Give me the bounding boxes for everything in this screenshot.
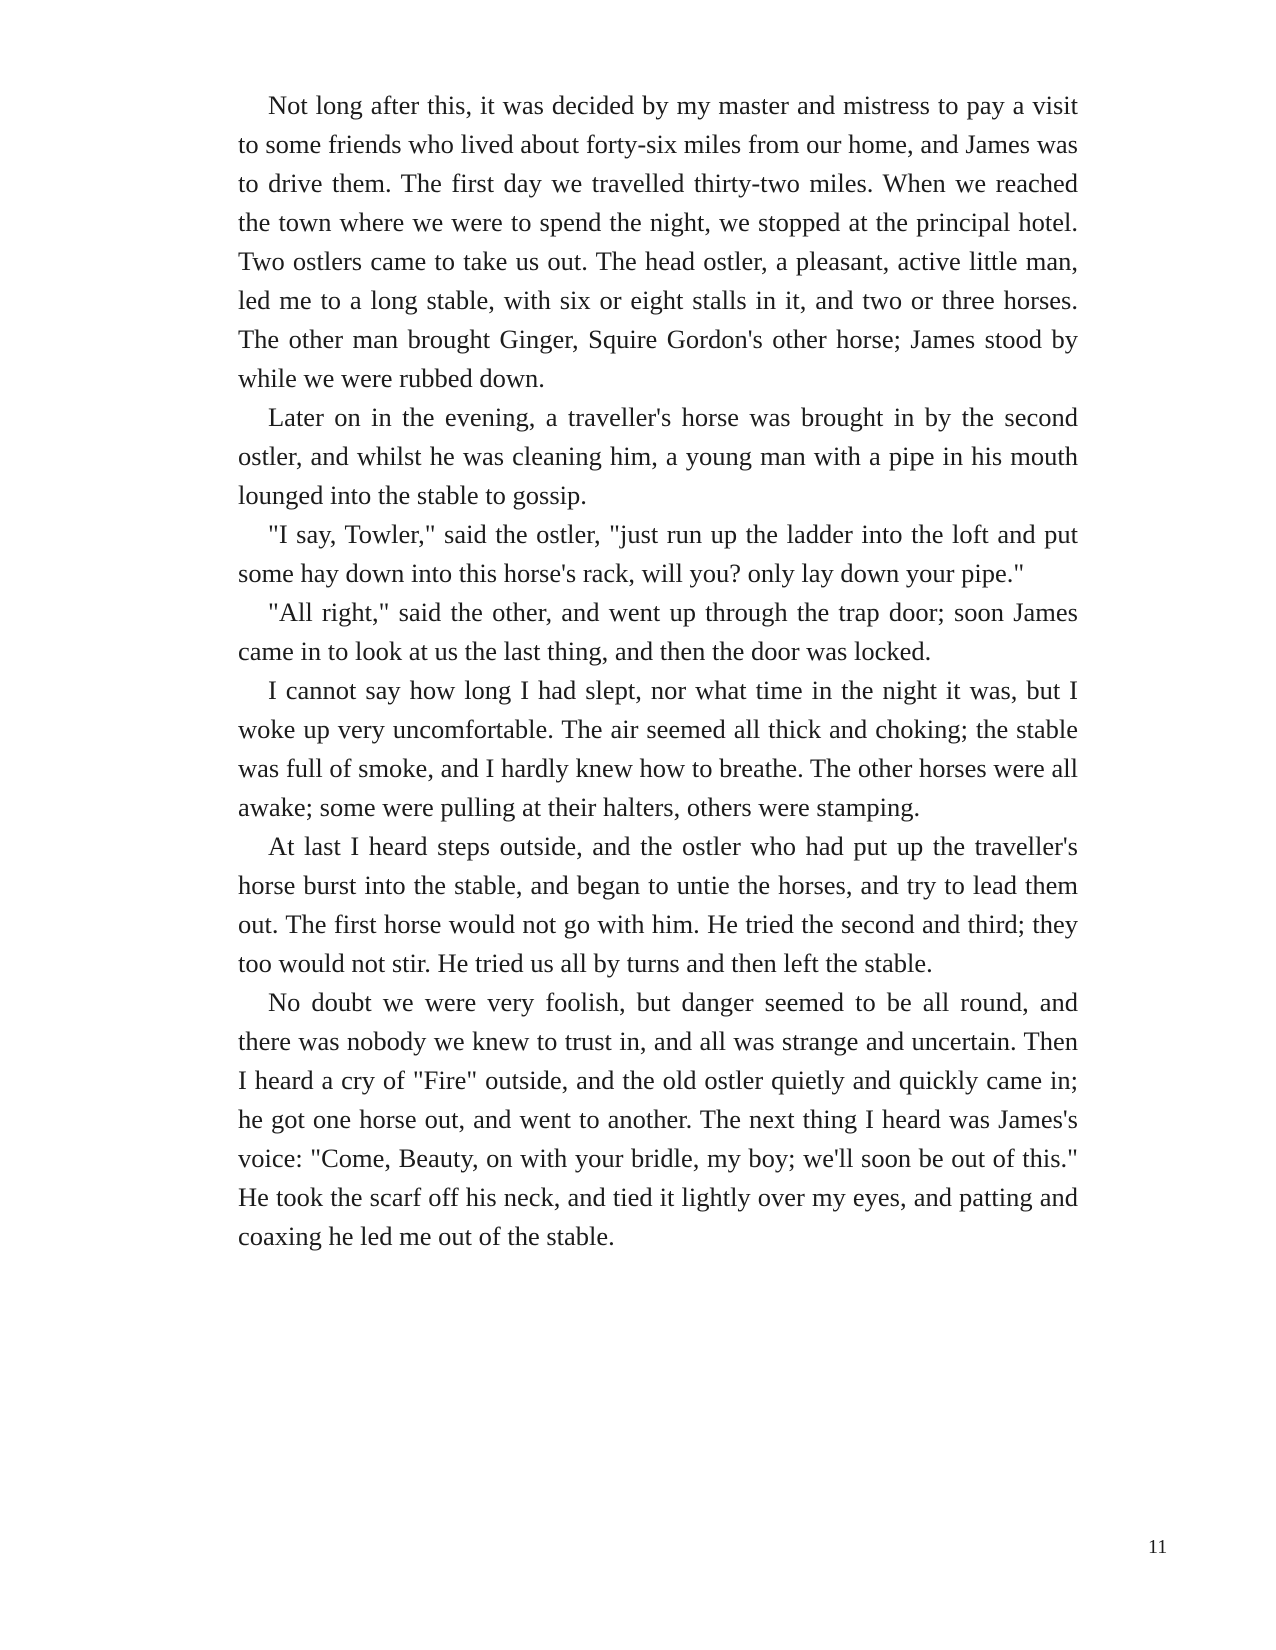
paragraph-1: Not long after this, it was decided by my master and mistress to pay a visit to some friends who lived about forty-six miles from our home, and James was to drive them. The first day we travelled thirty-two miles. When we reached the town where we were to spend the night, we stopped at the principal hotel. Two ostlers came to take us out. The head ostler, a pleasant, active little man, led me to a long stable, with six or eight stalls in it, and two or three horses. The other man brought Ginger, Squire Gordon's other horse; James stood by while we were rubbed down. [238,90,1078,393]
body-text [238,86,1078,1256]
paragraph-2: Later on in the evening, a traveller's horse was brought in by the second ostler, and whilst he was cleaning him, a young man with a pipe in his mouth lounged into the stable to gossip. [238,402,1078,510]
paragraph-4: "All right," said the other, and went up through the trap door; soon James came in to look at us the last thing, and then the door was locked. [238,597,1078,666]
paragraph-6: At last I heard steps outside, and the ostler who had put up the traveller's horse burst into the stable, and began to untie the horses, and try to lead them out. The first horse would not go with him. He tried the second and third; they too would not stir. He tried us all by turns and then left the stable. [238,831,1078,978]
paragraph-3: "I say, Towler," said the ostler, "just run up the ladder into the loft and put some hay down into this horse's rack, will you? only lay down your pipe." [238,519,1078,588]
page-number: 11 [1148,1536,1168,1558]
paragraph-7: No doubt we were very foolish, but danger seemed to be all round, and there was nobody we knew to trust in, and all was strange and uncertain. Then I heard a cry of "Fire" outside, and the old ostler quietly and quickly came in; he got one horse out, and went to another. The next thing I heard was James's voice: "Come, Beauty, on with your bridle, my boy; we'll soon be out of this." He took the scarf off his neck, and tied it lightly over my eyes, and patting and coaxing he led me out of the stable. [238,987,1078,1251]
paragraph-5: I cannot say how long I had slept, nor what time in the night it was, but I woke up very uncomfortable. The air seemed all thick and choking; the stable was full of smoke, and I hardly knew how to breathe. The other horses were all awake; some were pulling at their halters, others were stamping. [238,675,1078,822]
